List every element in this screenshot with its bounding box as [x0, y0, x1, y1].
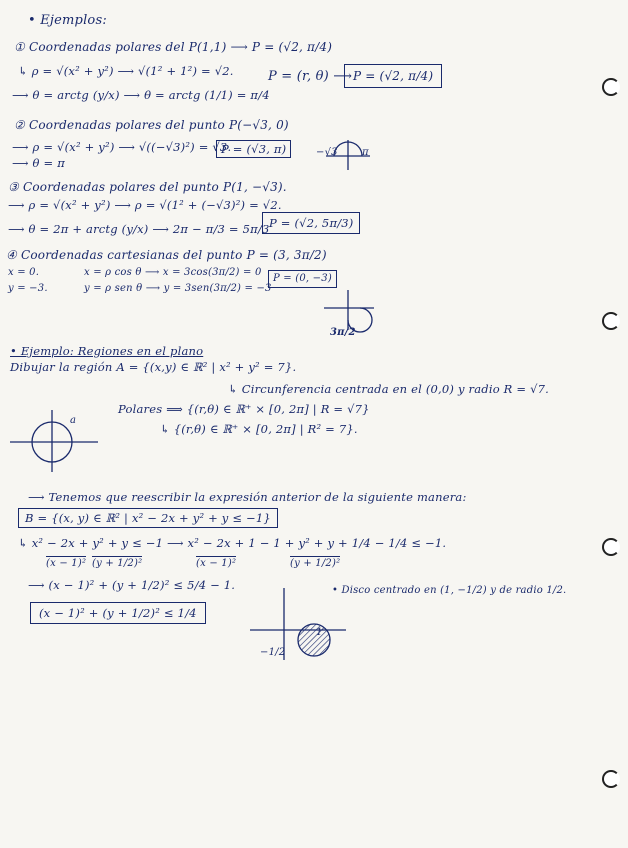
ex5-line2: ⟶ (x − 1)² + (y + 1/2)² ≤ 5/4 − 1. [28, 578, 236, 592]
ex5-fig-top: 1 [316, 627, 323, 638]
ex3-line2: ⟶ θ = 2π + arctg (y/x) ⟶ 2π − π/3 = 5π/3 [8, 222, 270, 236]
ex1-title: ① Coordenadas polares del P(1,1) ⟶ P = (√2, π/4) [14, 40, 333, 54]
regions-line2: ↳ Circunferencia centrada en el (0,0) y radio R = √7. [228, 382, 549, 396]
ex1-result-box [344, 64, 442, 88]
ex5-def: B = {(x, y) ∈ ℝ² | x² − 2x + y² + y ≤ −1} [18, 508, 278, 528]
ex4-res-y: y = −3. [8, 283, 48, 294]
binder-hole-4 [602, 770, 620, 788]
ex3-line1: ⟶ ρ = √(x² + y²) ⟶ ρ = √(1² + (−√3)²) = √2. [8, 198, 282, 212]
ex2-result: P = (√3, π) [216, 140, 291, 158]
ex4-res-x: x = 0. [8, 267, 40, 278]
ex5-intro: ⟶ Tenemos que reescribir la expresión anterior de la siguiente manera: [28, 490, 467, 504]
regions-line4: ↳ {(r,θ) ∈ ℝ⁺ × [0, 2π] | R² = 7}. [160, 422, 358, 436]
regions-line3: Polares ⟹ {(r,θ) ∈ ℝ⁺ × [0, 2π] | R = √7} [118, 402, 370, 416]
ex4-fig-label: 3π/2 [330, 327, 356, 338]
ex5-under1: (x − 1)² [46, 558, 87, 569]
ex1-result-a: P = (r, θ) ⟶ [268, 69, 353, 84]
regions-title: • Ejemplo: Regiones en el plano [10, 344, 204, 358]
ex2-title: ② Coordenadas polares del punto P(−√3, 0) [14, 118, 289, 132]
ex5-fig-bottom: −1/2 [260, 647, 286, 658]
ex5-disc-shape [298, 624, 330, 656]
ex2-line2: ⟶ θ = π [12, 156, 65, 170]
ex1-line2: ⟶ θ = arctg (y/x) ⟶ θ = arctg (1/1) = π/4 [12, 88, 270, 102]
ex2-fig-right: π [362, 147, 369, 158]
regions-circle-figure [10, 410, 100, 472]
binder-hole-3 [602, 538, 620, 556]
regions-fig-label: a [70, 415, 77, 426]
ex3-title: ③ Coordenadas polares del punto P(1, −√3). [8, 180, 287, 194]
ex2-fig-left: −√3 [316, 147, 338, 158]
ex3-result: P = (√2, 5π/3) [262, 212, 360, 234]
ex4-title: ④ Coordenadas cartesianas del punto P = (3, 3π/2) [6, 248, 327, 262]
ex1-result: P = (√2, π/4) [344, 64, 442, 88]
ex3-result-box [262, 212, 360, 234]
ex2-result-box [216, 140, 291, 158]
ex5-result: (x − 1)² + (y + 1/2)² ≤ 1/4 [30, 602, 206, 624]
ex5-def-box [18, 508, 278, 528]
ex5-result-box [30, 602, 206, 624]
ex4-result-box [268, 270, 337, 288]
ex5-under3: (x − 1)² [196, 558, 237, 569]
ex5-line1: ↳ x² − 2x + y² + y ≤ −1 ⟶ x² − 2x + 1 − 1 + y² + y + 1/4 − 1/4 ≤ −1. [18, 536, 447, 550]
ex4-line1: x = ρ cos θ ⟶ x = 3cos(3π/2) = 0 [84, 267, 262, 278]
header-ejemplos: • Ejemplos: [28, 13, 107, 28]
ex1-line1: ↳ ρ = √(x² + y²) ⟶ √(1² + 1²) = √2. [18, 64, 234, 78]
ex4-result: P = (0, −3) [268, 270, 337, 288]
ex5-under4: (y + 1/2)² [290, 558, 341, 569]
regions-line1: Dibujar la región A = {(x,y) ∈ ℝ² | x² + y² = 7}. [10, 360, 297, 374]
ex4-line2: y = ρ sen θ ⟶ y = 3sen(3π/2) = −3 [84, 283, 272, 294]
ex5-disc: • Disco centrado en (1, −1/2) y de radio 1/2. [332, 585, 567, 596]
binder-hole-1 [602, 78, 620, 96]
ex2-line1: ⟶ ρ = √(x² + y²) ⟶ √((−√3)²) = √3. [12, 140, 232, 154]
binder-hole-2 [602, 312, 620, 330]
ex5-under2: (y + 1/2)² [92, 558, 143, 569]
